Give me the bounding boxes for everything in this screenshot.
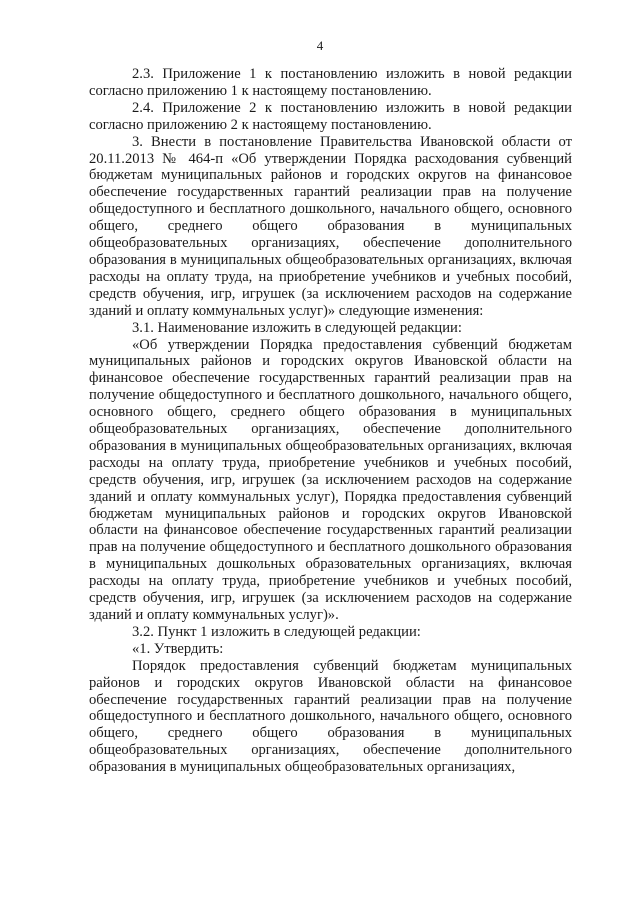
paragraph-3: 3. Внести в постановление Правительства Ивановской области от 20.11.2013 № 464-п «Об утверждении Порядка расходования субвенций бюджетам муниципальных районов и городских округов на финансовое обеспечение государственных гарантий реализации прав на получение общедоступного и бесплатного дошкольного, начального общего, основного общего, среднего общего образования в муниципальных общеобразовательных организациях, обеспечение дополнительного образования в муниципальных общеобразовательных организациях, включая расходы на оплату труда, на приобретение учебников и учебных пособий, средств обучения, игр, игрушек (за исключением расходов на содержание зданий и оплату коммунальных услуг)» следующие изменения: (89, 133, 572, 319)
paragraph-2-4: 2.4. Приложение 2 к постановлению изложить в новой редакции согласно приложению 2 к настоящему постановлению. (89, 99, 572, 133)
paragraph-new-title: «Об утверждении Порядка предоставления субвенций бюджетам муниципальных районов и городских округов Ивановской области на финансовое обеспечение государственных гарантий реализации прав на получение общедоступного и бесплатного дошкольного, начального общего, основного общего, среднего общего образования в муниципальных общеобразовательных организациях, обеспечение дополнительного образования в муниципальных общеобразовательных организациях, включая расходы на оплату труда, приобретение учебников и учебных пособий, средств обучения, игр, игрушек (за исключением расходов на содержание зданий и оплату коммунальных услуг), Порядка предоставления субвенций бюджетам муниципальных районов и городских округов Ивановской области на финансовое обеспечение государственных гарантий реализации прав на получение общедоступного и бесплатного дошкольного образования в муниципальных дошкольных образовательных организациях, включая расходы на оплату труда, приобретение учебников и учебных пособий, средств обучения, игр, игрушек (за исключением расходов на содержание зданий и оплату коммунальных услуг)». (89, 336, 572, 623)
paragraph-3-2: 3.2. Пункт 1 изложить в следующей редакции: (132, 623, 421, 640)
paragraph-3-1: 3.1. Наименование изложить в следующей редакции: (132, 319, 462, 336)
document-body (89, 66, 572, 776)
paragraph-2-3: 2.3. Приложение 1 к постановлению изложить в новой редакции согласно приложению 1 к настоящему постановлению. (89, 66, 572, 99)
paragraph-procedure: Порядок предоставления субвенций бюджетам муниципальных районов и городских округов Ивановской области на финансовое обеспечение государственных гарантий реализации прав на получение общедоступного и бесплатного дошкольного, начального общего, основного общего, среднего общего образования в муниципальных общеобразовательных организациях, обеспечение дополнительного образования в муниципальных общеобразовательных организациях, (89, 657, 572, 776)
page-number: 4 (316, 38, 324, 53)
paragraph-approve: «1. Утвердить: (132, 640, 224, 657)
